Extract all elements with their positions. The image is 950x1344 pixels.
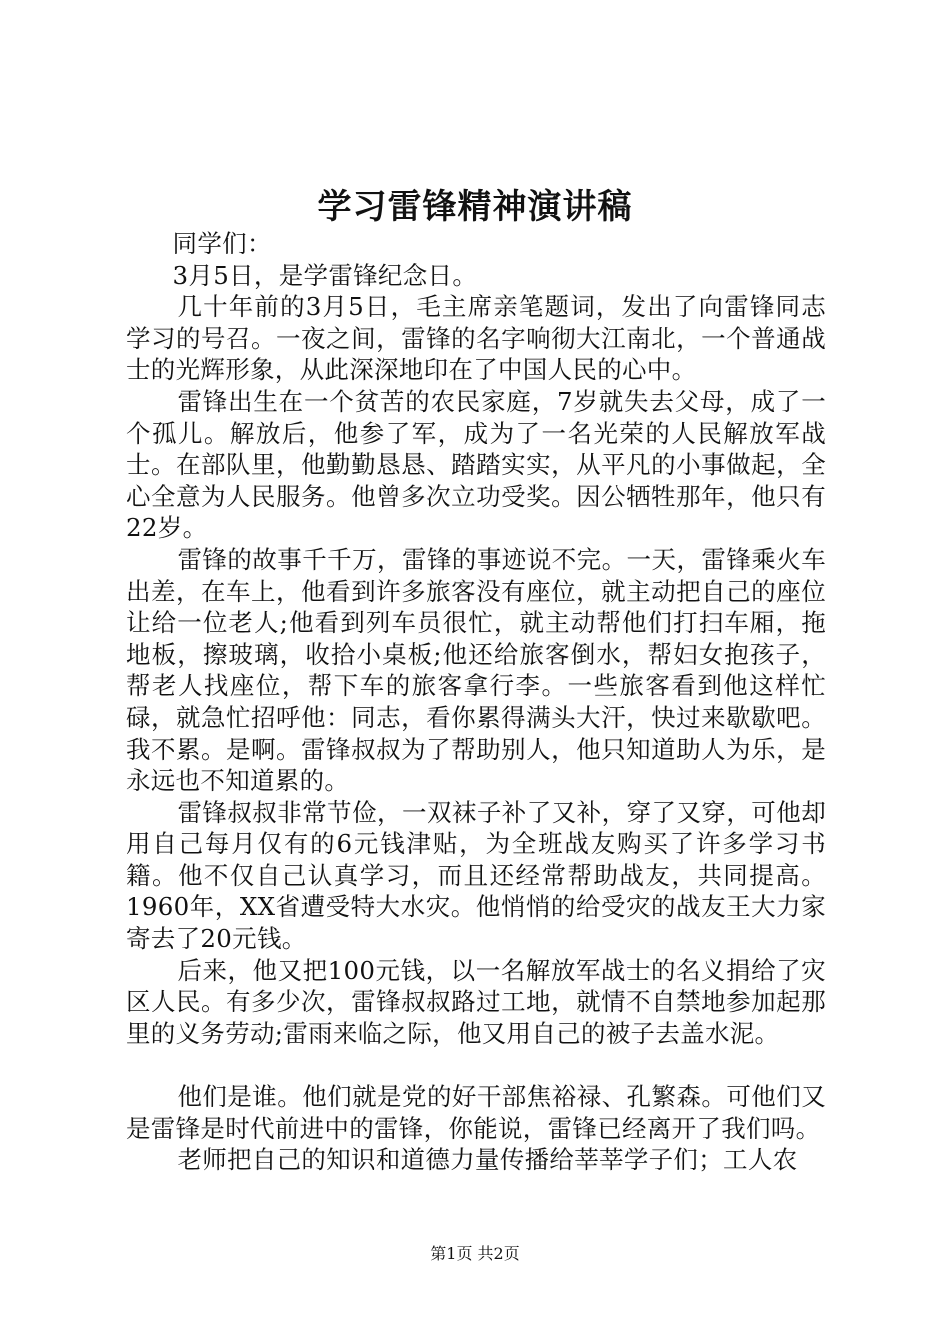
paragraph-biography: 雷锋出生在一个贫苦的农民家庭，7岁就失去父母，成了一个孤儿。解放后，他参了军，成为了一名光荣的人民解放军战士。在部队里，他勤勤恳恳、踏踏实实，从平凡的小事做起，全心全意为人民服务。他曾多次立功受奖。因公牺牲那年，他只有22岁。 bbox=[126, 386, 826, 543]
paragraph-frugality: 雷锋叔叔非常节俭，一双袜子补了又补，穿了又穿，可他却用自己每月仅有的6元钱津贴，为全班战友购买了许多学习书籍。他不仅自己认真学习，而且还经常帮助战友，共同提高。1960年，XX省遭受特大水灾。他悄悄的给受灾的战友王大力家寄去了20元钱。 bbox=[126, 797, 826, 954]
paragraph-inscription: 几十年前的3月5日，毛主席亲笔题词，发出了向雷锋同志学习的号召。一夜之间，雷锋的名字响彻大江南北，一个普通战士的光辉形象，从此深深地印在了中国人民的心中。 bbox=[126, 292, 826, 385]
document-title: 学习雷锋精神演讲稿 bbox=[317, 187, 633, 227]
document-body bbox=[126, 228, 826, 1176]
salutation-paragraph: 同学们： bbox=[172, 229, 272, 258]
paragraph-train-story: 雷锋的故事千千万，雷锋的事迹说不完。一天，雷锋乘火车出差，在车上，他看到许多旅客没有座位，就主动把自己的座位让给一位老人;他看到列车员很忙，就主动帮他们打扫车厢，拖地板，擦玻璃，收拾小桌板;他还给旅客倒水，帮妇女抱孩子，帮老人找座位，帮下车的旅客拿行李。一些旅客看到他这样忙碌，就急忙招呼他：同志，看你累得满头大汗，快过来歇歇吧。我不累。是啊。雷锋叔叔为了帮助别人，他只知道助人为乐，是永远也不知道累的。 bbox=[126, 544, 826, 796]
paragraph-teachers: 老师把自己的知识和道德力量传播给莘莘学子们；工人农 bbox=[177, 1145, 798, 1175]
page-number-footer: 第1页 共2页 bbox=[430, 1244, 520, 1263]
paragraph-who-are-they: 他们是谁。他们就是党的好干部焦裕禄、孔繁森。可他们又是雷锋是时代前进中的雷锋，你能说，雷锋已经离开了我们吗。 bbox=[126, 1082, 826, 1143]
paragraph-spacer bbox=[126, 1049, 826, 1081]
paragraph-memorial-day: 3月5日，是学雷锋纪念日。 bbox=[172, 260, 478, 290]
paragraph-donation: 后来，他又把100元钱，以一名解放军战士的名义捐给了灾区人民。有多少次，雷锋叔叔路过工地，就情不自禁地参加起那里的义务劳动;雷雨来临之际，他又用自己的被子去盖水泥。 bbox=[126, 955, 826, 1048]
